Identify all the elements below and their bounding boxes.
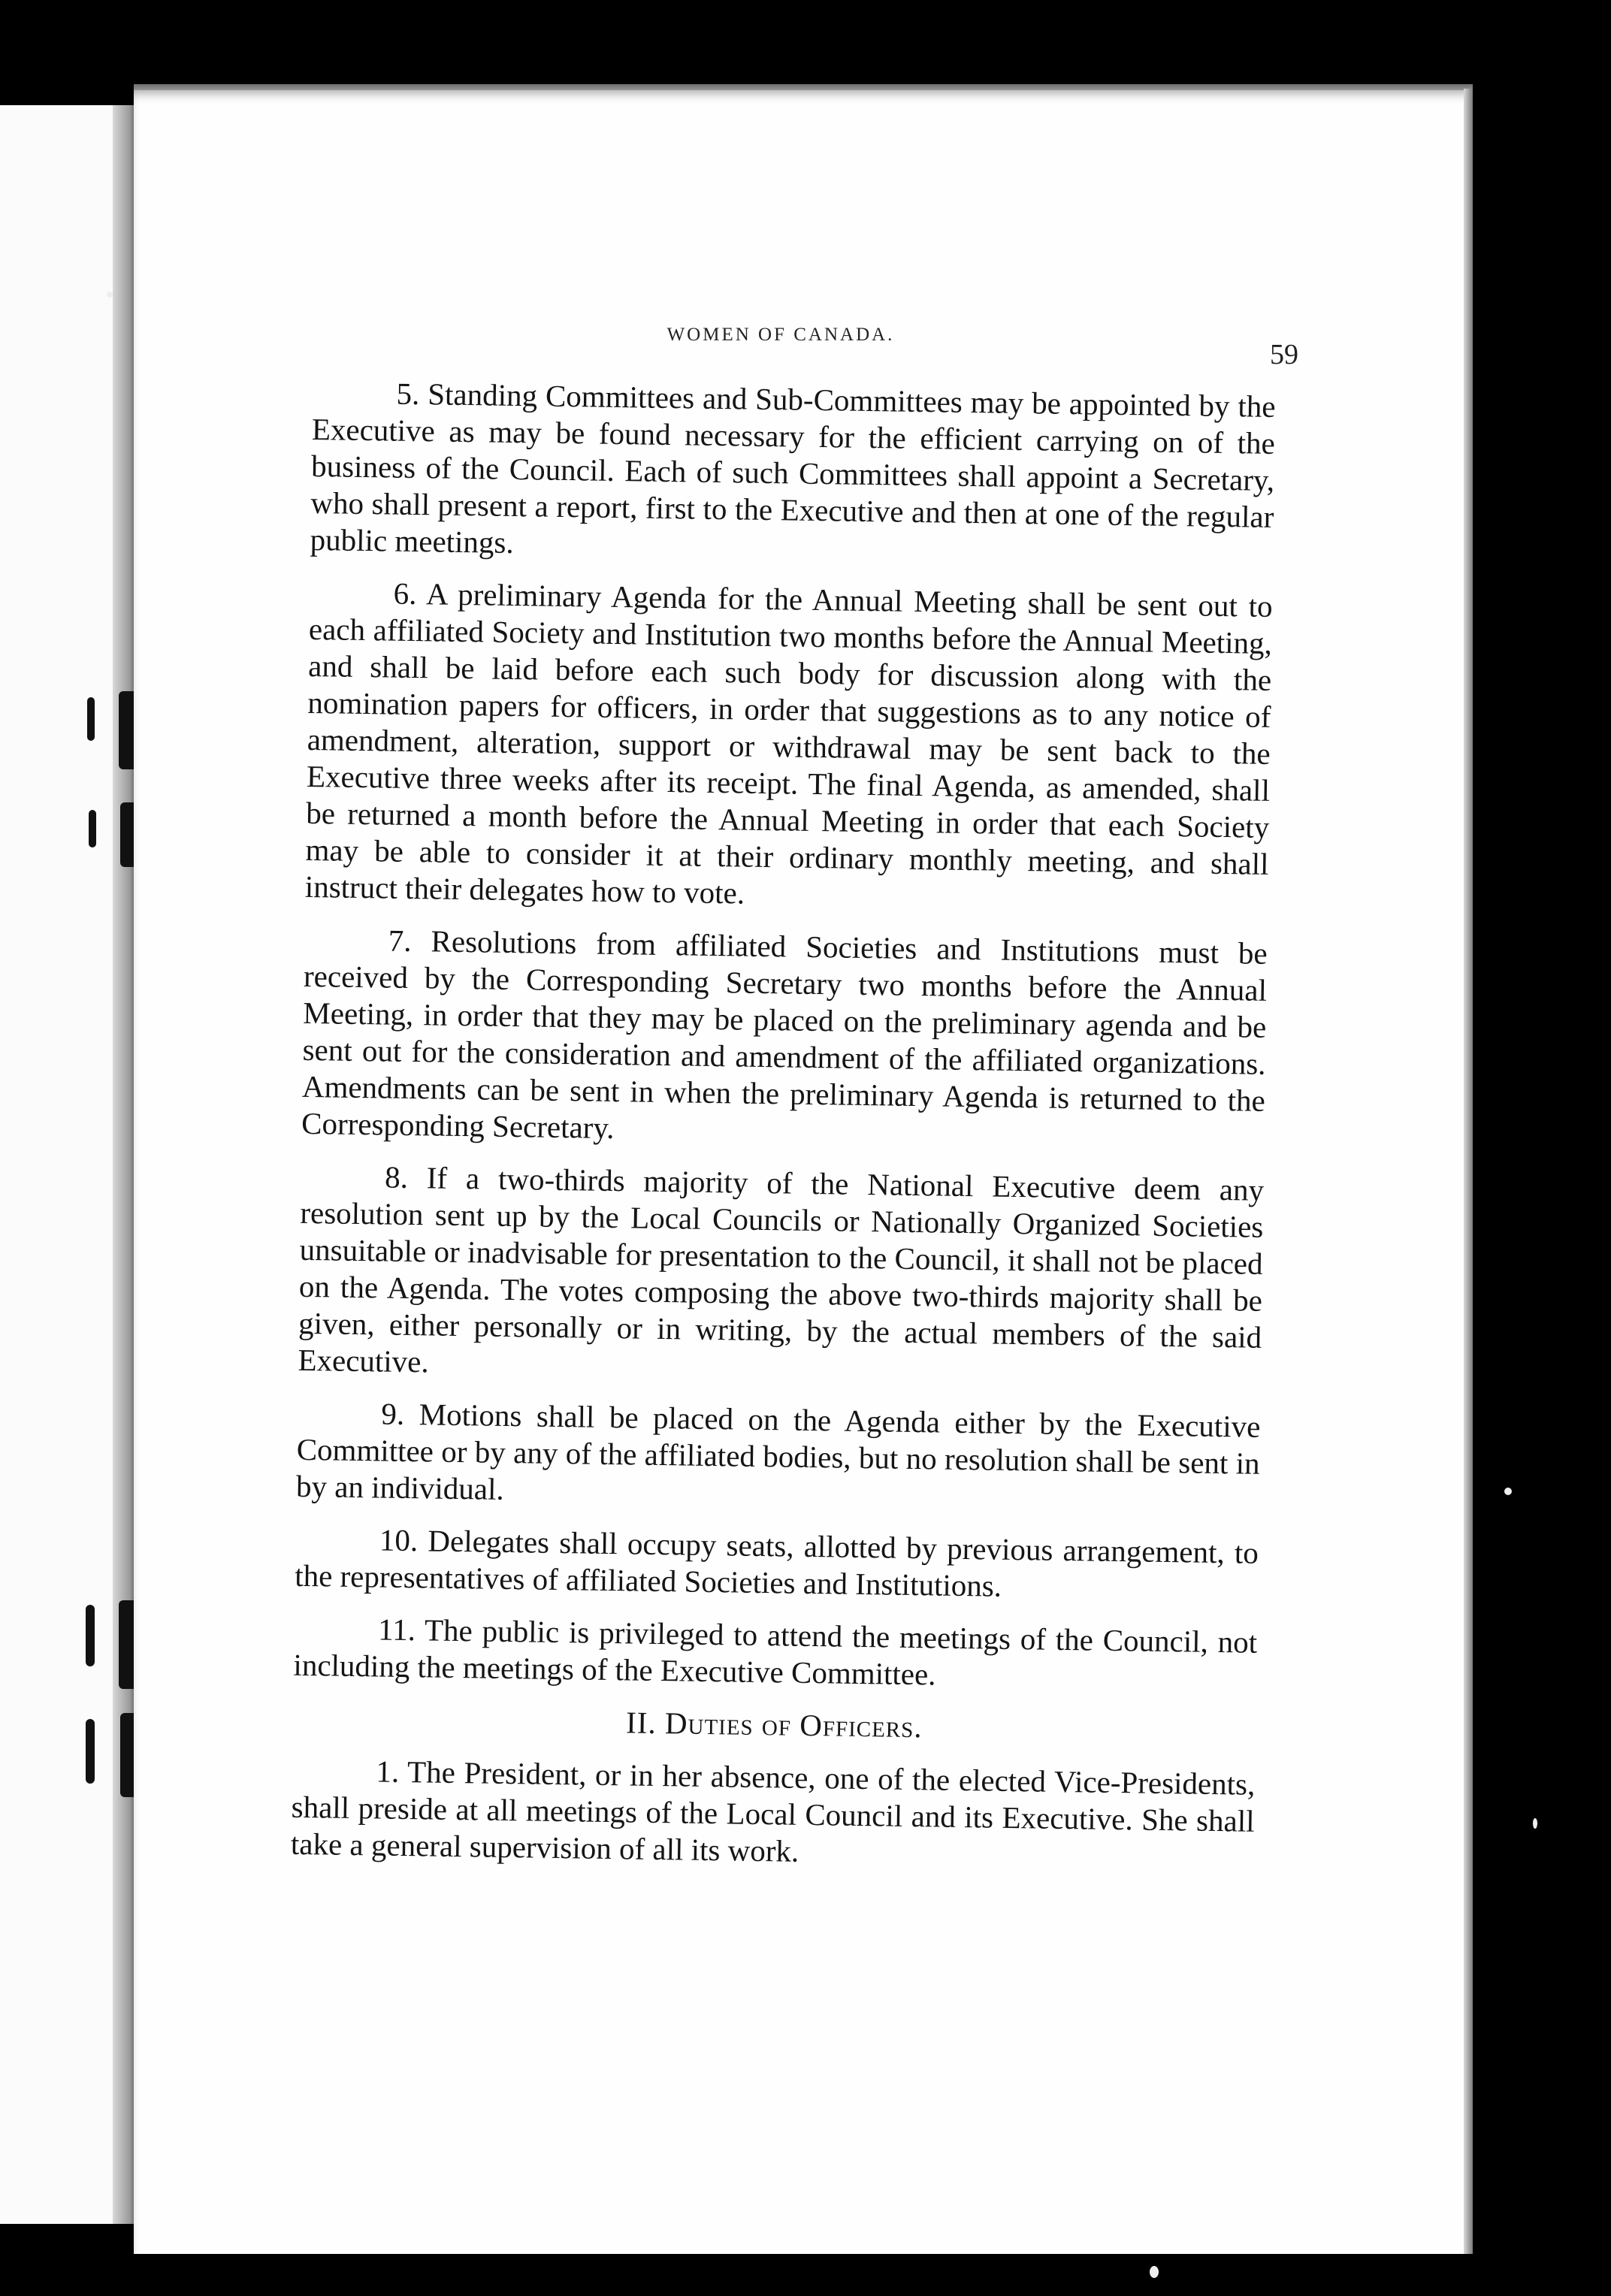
section-title: Duties of Officers. <box>664 1705 923 1745</box>
binding-mark <box>86 1719 95 1784</box>
dust-speck <box>1504 1488 1512 1495</box>
paragraph-8: 8. If a two-thirds majority of the National Executive deem any resolution sent up by the Local Councils or Nationally Organized Societies unsuitable or inadvisable for presentation to the Council, it shall not be placed on the Agenda. The votes composing the above two-thirds majority shall be given, either personally or in writing, by the actual members of the said Executive. <box>298 1159 1265 1379</box>
paragraph-10: 10. Delegates shall occupy seats, allotted by previous arrangement, to the representatives of affiliated Societies and Institutions. <box>294 1522 1259 1603</box>
page-body <box>291 374 1276 1877</box>
paragraph-9: 9. Motions shall be placed on the Agenda either by the Executive Committee or by any of the affiliated bodies, but no resolution shall be sent in by an individual. <box>295 1396 1261 1506</box>
paragraph-5: 5. Standing Committees and Sub-Committees may be appointed by the Executive as may be found necessary for the efficient carrying on of the business of the Council. Each of such Committees shall appoint a Secretary, who shall present a report, first to the Executive and then at one of the regular public meetings. <box>310 376 1276 560</box>
book-page <box>134 90 1473 2254</box>
dust-speck <box>1150 2266 1159 2278</box>
dust-speck <box>107 292 113 298</box>
section-number: II. <box>625 1705 657 1740</box>
paragraph-6: 6. A preliminary Agenda for the Annual Meeting shall be sent out to each affiliated Society and Institution two months before the Annual Meeting, and shall be laid before each such body for discussion along with the nomination papers for officers, in order that suggestions as to any notice of amendment, alteration, support or withdrawal may be sent back to the Executive three weeks after its receipt. The final Agenda, as amended, shall be returned a month before the Annual Meeting in order that each Society may be able to consider it at their ordinary monthly meeting, and shall instruct their delegates how to vote. <box>304 576 1273 911</box>
facing-page-edge <box>0 105 128 2224</box>
binding-mark <box>89 810 96 847</box>
dust-speck <box>1533 1818 1537 1829</box>
paragraph-7: 7. Resolutions from affiliated Societies and Institutions must be received by the Corresponding Secretary two months before the Annual Meeting, in order that they may be placed on the preliminary agenda and be sent out for the consideration and amendment of the affiliated organizations. Amendments can be sent in when the preliminary Agenda is returned to the Corresponding Secretary. <box>301 923 1268 1146</box>
page-number: 59 <box>1270 339 1298 370</box>
duties-paragraph-1: 1. The President, or in her absence, one of the elected Vice-Presidents, shall preside at all meetings of the Local Council and its Executive. She shall take a general supervision of all its work. <box>290 1754 1256 1869</box>
binding-mark <box>86 1605 95 1666</box>
binding-mark <box>87 697 95 741</box>
page-right-edge <box>1464 89 1473 2254</box>
running-head: WOMEN OF CANADA. <box>666 325 895 345</box>
section-heading <box>292 1699 1256 1751</box>
paragraph-11: 11. The public is privileged to attend the meetings of the Council, not including the meetings of the Executive Committee. <box>293 1612 1258 1692</box>
